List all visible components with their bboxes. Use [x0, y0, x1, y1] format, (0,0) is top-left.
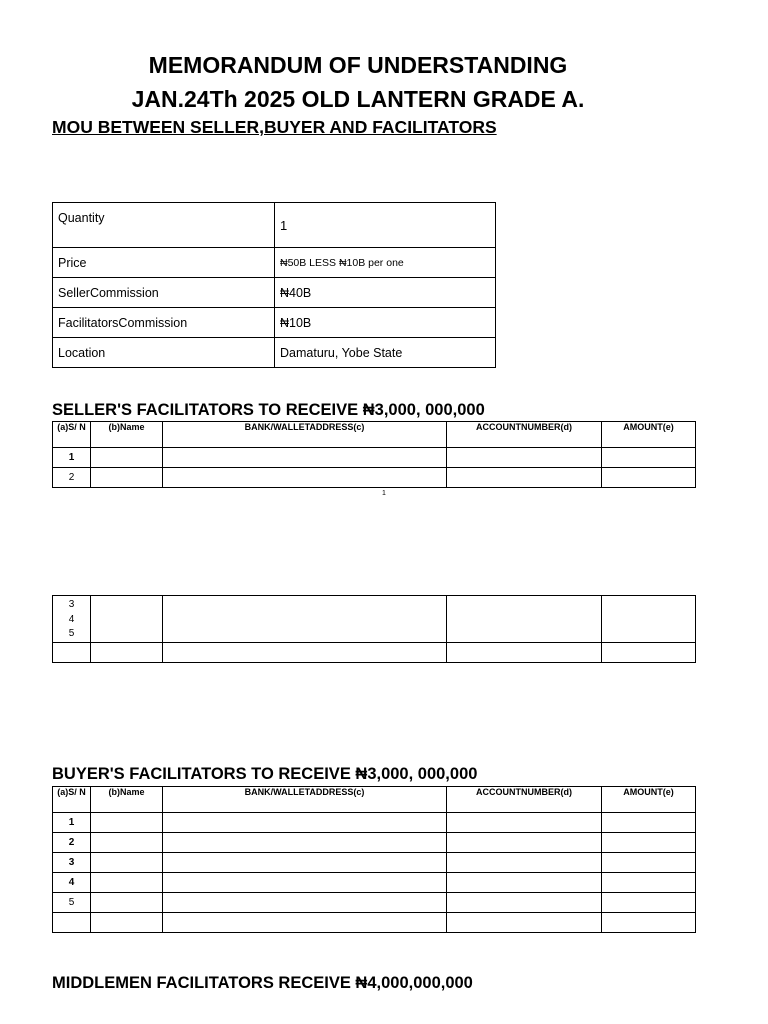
bank-cell[interactable]	[163, 853, 447, 873]
row-sn: 1	[53, 448, 91, 468]
table-row	[53, 468, 696, 488]
column-header-amount: AMOUNT(e)	[602, 422, 696, 448]
terms-row-location	[53, 338, 496, 368]
bank-cell[interactable]	[163, 833, 447, 853]
column-header-name: (b)Name	[91, 787, 163, 813]
amount-cell[interactable]	[602, 813, 696, 833]
account-cell[interactable]	[447, 833, 602, 853]
bank-cell[interactable]	[163, 813, 447, 833]
amount-cell[interactable]	[602, 893, 696, 913]
account-cell[interactable]	[447, 642, 602, 662]
name-cell[interactable]	[91, 448, 163, 468]
table-row	[53, 596, 696, 643]
bank-cell[interactable]	[163, 873, 447, 893]
mou-heading: MOU BETWEEN SELLER,BUYER AND FACILITATORS	[52, 117, 497, 137]
row-sn	[53, 913, 91, 933]
table-row	[53, 893, 696, 913]
table-header-row	[53, 422, 696, 448]
amount-cell[interactable]	[602, 913, 696, 933]
terms-label: Quantity	[53, 203, 275, 248]
name-cell[interactable]	[91, 813, 163, 833]
bank-cell[interactable]	[163, 448, 447, 468]
row-sn: 5	[53, 893, 91, 913]
buyer-facilitators-table	[52, 786, 696, 933]
account-cell[interactable]	[447, 813, 602, 833]
bank-cell[interactable]	[163, 468, 447, 488]
bank-cell[interactable]	[163, 596, 447, 643]
name-cell[interactable]	[91, 913, 163, 933]
terms-row-facilitators-commission	[53, 308, 496, 338]
page-number: 1	[382, 490, 386, 497]
column-header-account: ACCOUNTNUMBER(d)	[447, 422, 602, 448]
row-sn-group	[53, 596, 91, 643]
amount-cell[interactable]	[602, 853, 696, 873]
row-sn: 5	[68, 628, 75, 639]
terms-value: Damaturu, Yobe State	[275, 338, 496, 368]
account-cell[interactable]	[447, 913, 602, 933]
account-cell[interactable]	[447, 468, 602, 488]
bank-cell[interactable]	[163, 642, 447, 662]
name-cell[interactable]	[91, 833, 163, 853]
terms-value: ₦10B	[275, 308, 496, 338]
account-cell[interactable]	[447, 873, 602, 893]
table-row	[53, 642, 696, 662]
terms-table	[52, 202, 496, 368]
column-header-sn: (a)S/ N	[53, 787, 91, 813]
terms-label: SellerCommission	[53, 278, 275, 308]
row-sn: 1	[53, 813, 91, 833]
account-cell[interactable]	[447, 893, 602, 913]
name-cell[interactable]	[91, 468, 163, 488]
document-subtitle-date: JAN.24Th 2025 OLD LANTERN GRADE A.	[131, 86, 585, 112]
name-cell[interactable]	[91, 893, 163, 913]
account-cell[interactable]	[447, 853, 602, 873]
account-cell[interactable]	[447, 448, 602, 468]
column-header-bank: BANK/WALLETADDRESS(c)	[163, 787, 447, 813]
terms-row-quantity	[53, 203, 496, 248]
account-cell[interactable]	[447, 596, 602, 643]
column-header-amount: AMOUNT(e)	[602, 787, 696, 813]
terms-label: Location	[53, 338, 275, 368]
amount-cell[interactable]	[602, 833, 696, 853]
row-sn: 2	[53, 833, 91, 853]
name-cell[interactable]	[91, 873, 163, 893]
amount-cell[interactable]	[602, 642, 696, 662]
table-row	[53, 853, 696, 873]
column-header-name: (b)Name	[91, 422, 163, 448]
name-cell[interactable]	[91, 642, 163, 662]
row-sn: 2	[53, 468, 91, 488]
column-header-bank: BANK/WALLETADDRESS(c)	[163, 422, 447, 448]
amount-cell[interactable]	[602, 873, 696, 893]
terms-value: 1	[275, 203, 496, 248]
table-row	[53, 448, 696, 468]
column-header-sn: (a)S/ N	[53, 422, 91, 448]
bank-cell[interactable]	[163, 913, 447, 933]
table-header-row	[53, 787, 696, 813]
amount-cell[interactable]	[602, 596, 696, 643]
terms-label: Price	[53, 248, 275, 278]
table-row	[53, 873, 696, 893]
name-cell[interactable]	[91, 596, 163, 643]
name-cell[interactable]	[91, 853, 163, 873]
amount-cell[interactable]	[602, 468, 696, 488]
table-row	[53, 913, 696, 933]
row-sn	[53, 642, 91, 662]
bank-cell[interactable]	[163, 893, 447, 913]
terms-row-price	[53, 248, 496, 278]
row-sn: 3	[68, 599, 75, 610]
row-sn: 3	[53, 853, 91, 873]
terms-row-seller-commission	[53, 278, 496, 308]
row-sn: 4	[53, 873, 91, 893]
terms-label: FacilitatorsCommission	[53, 308, 275, 338]
terms-value: ₦40B	[275, 278, 496, 308]
column-header-account: ACCOUNTNUMBER(d)	[447, 787, 602, 813]
terms-value: ₦50B LESS ₦10B per one	[275, 248, 496, 278]
buyer-facilitators-heading: BUYER'S FACILITATORS TO RECEIVE ₦3,000, 000,000	[52, 765, 478, 783]
seller-facilitators-heading: SELLER'S FACILITATORS TO RECEIVE ₦3,000, 000,000	[52, 401, 485, 419]
table-row	[53, 813, 696, 833]
row-sn: 4	[68, 613, 75, 625]
table-row	[53, 833, 696, 853]
seller-facilitators-table	[52, 421, 696, 488]
amount-cell[interactable]	[602, 448, 696, 468]
seller-facilitators-table-continued	[52, 595, 696, 663]
document-title: MEMORANDUM OF UNDERSTANDING	[148, 52, 568, 78]
middlemen-facilitators-heading: MIDDLEMEN FACILITATORS RECEIVE ₦4,000,000,000	[52, 974, 473, 992]
